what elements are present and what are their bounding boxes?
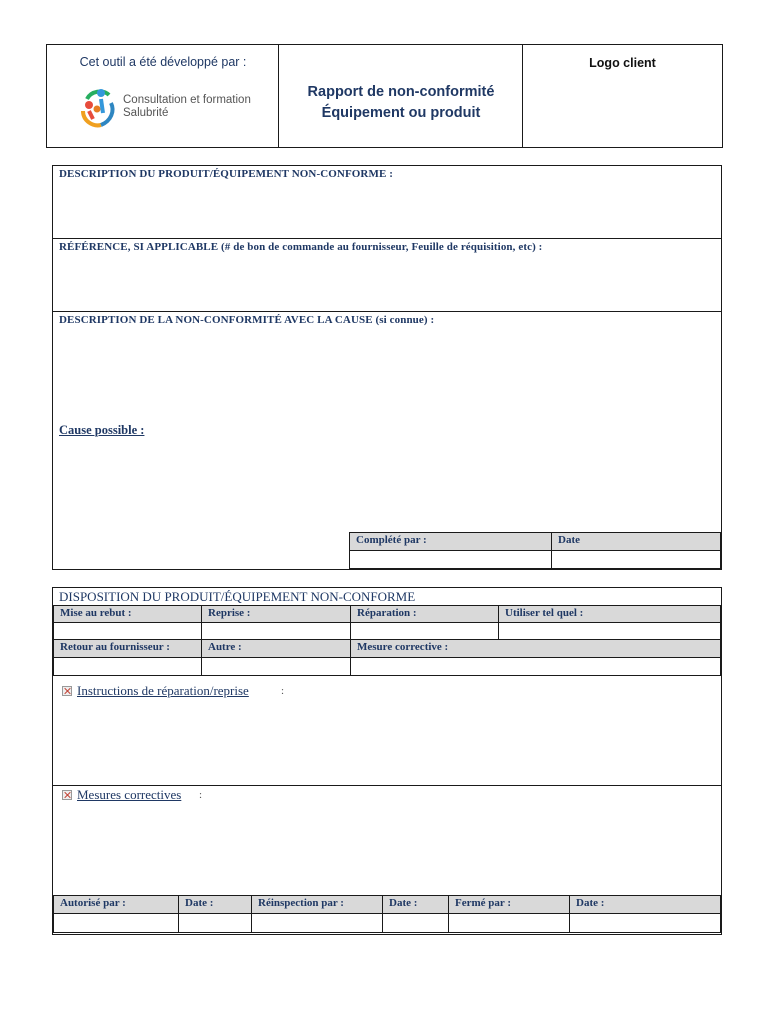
nonconformity-label: DESCRIPTION DE LA NON-CONFORMITÉ AVEC LA CAUSE (si connue) :	[59, 314, 435, 326]
other-label: Autre :	[208, 641, 242, 653]
document-title	[279, 82, 523, 124]
corrective-measures-label: Mesures correctives	[77, 787, 182, 802]
date-header	[551, 532, 721, 551]
disposition-title: DISPOSITION DU PRODUIT/ÉQUIPEMENT NON-CONFORME	[59, 589, 416, 604]
date-header	[569, 895, 721, 914]
reference-label: RÉFÉRENCE, SI APPLICABLE (# de bon de commande au fournisseur, Feuille de réquisition, etc) :	[59, 241, 543, 253]
return-supplier-label: Retour au fournisseur :	[60, 641, 170, 653]
scrap-header	[53, 605, 202, 623]
title-line-2: Équipement ou produit	[321, 105, 481, 121]
authorized-by-field[interactable]	[53, 913, 179, 933]
repair-field[interactable]	[350, 622, 499, 640]
return-supplier-header	[53, 639, 202, 658]
description-section	[52, 165, 722, 570]
product-description-label: DESCRIPTION DU PRODUIT/ÉQUIPEMENT NON-CONFORME :	[59, 168, 393, 180]
title-line-1: Rapport de non-conformité	[307, 84, 495, 100]
date-field[interactable]	[178, 913, 252, 933]
authorized-by-label: Autorisé par :	[60, 897, 126, 909]
date-field[interactable]	[382, 913, 449, 933]
people-circle-logo-icon	[75, 85, 119, 129]
rework-field[interactable]	[201, 622, 351, 640]
completed-by-field[interactable]	[349, 550, 552, 569]
reinspection-by-label: Réinspection par :	[258, 897, 344, 909]
completed-by-label: Complété par :	[356, 534, 427, 546]
use-as-is-label: Utiliser tel quel :	[505, 607, 584, 619]
divider	[53, 785, 721, 786]
date-field[interactable]	[551, 550, 721, 569]
closed-by-label: Fermé par :	[455, 897, 511, 909]
repair-label: Réparation :	[357, 607, 417, 619]
logo-client-text: Logo client	[589, 56, 656, 70]
other-header	[201, 639, 351, 658]
rework-header	[201, 605, 351, 623]
use-as-is-header	[498, 605, 721, 623]
date-label: Date :	[389, 897, 418, 909]
x-checkbox-icon[interactable]	[62, 790, 72, 800]
date-field[interactable]	[569, 913, 721, 933]
return-supplier-field[interactable]	[53, 657, 202, 676]
divider	[53, 238, 721, 239]
logo-text	[123, 94, 251, 120]
corrective-measures-colon: :	[199, 789, 203, 801]
date-header	[382, 895, 449, 914]
date-header	[178, 895, 252, 914]
scrap-field[interactable]	[53, 622, 202, 640]
date-label: Date :	[576, 897, 605, 909]
authorized-by-header	[53, 895, 179, 914]
closed-by-header	[448, 895, 570, 914]
repair-header	[350, 605, 499, 623]
corrective-measure-label: Mesure corrective :	[357, 641, 449, 653]
date-label: Date	[558, 534, 580, 546]
other-field[interactable]	[201, 657, 351, 676]
reinspection-by-header	[251, 895, 383, 914]
x-checkbox-icon[interactable]	[62, 686, 72, 696]
logo-line-2: Salubrité	[123, 107, 169, 119]
developed-by-text: Cet outil a été développé par :	[79, 55, 247, 69]
disposition-section	[52, 587, 722, 935]
title-cell	[279, 45, 523, 147]
corrective-measure-field[interactable]	[350, 657, 721, 676]
rework-label: Reprise :	[208, 607, 251, 619]
header-table	[46, 44, 723, 148]
completed-by-header	[349, 532, 552, 551]
use-as-is-field[interactable]	[498, 622, 721, 640]
logo-line-1: Consultation et formation	[123, 94, 251, 106]
client-logo-cell	[523, 45, 722, 147]
developer-cell	[47, 45, 279, 147]
corrective-measure-header	[350, 639, 721, 658]
closed-by-field[interactable]	[448, 913, 570, 933]
repair-instructions-colon: :	[281, 685, 285, 697]
divider	[53, 311, 721, 312]
date-label: Date :	[185, 897, 214, 909]
possible-cause-label: Cause possible :	[59, 423, 145, 437]
reinspection-by-field[interactable]	[251, 913, 383, 933]
repair-instructions-label: Instructions de réparation/reprise	[77, 683, 249, 698]
scrap-label: Mise au rebut :	[60, 607, 132, 619]
